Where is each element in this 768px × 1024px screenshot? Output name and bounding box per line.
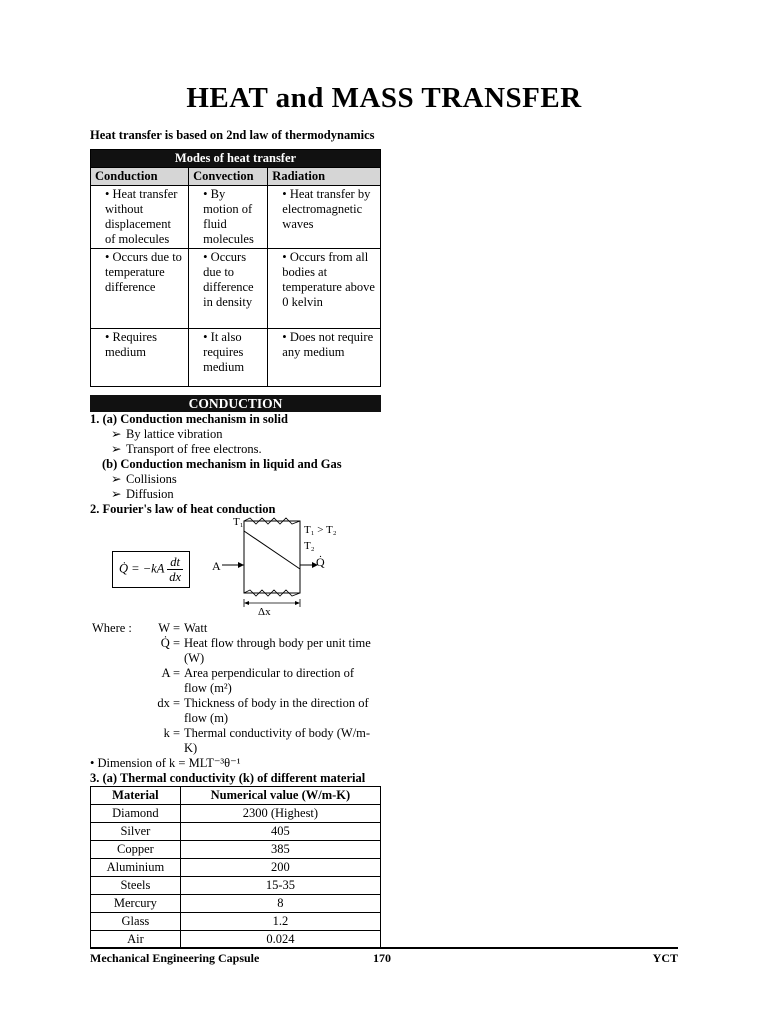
where-list: Where : W = Watt Q̇ = Heat flow through body per unit time (W) A = Area perpendicular to direction of flow (m²) dx = Thickness of body in the direction of flow (m) k = Thermal conductivity of body (W/m-K) <box>92 621 371 755</box>
section-1a: 1. (a) Conduction mechanism in solid <box>90 412 288 426</box>
modes-table <box>90 149 381 387</box>
table-row: Glass 1.2 <box>91 913 381 931</box>
table-row: Diamond 2300 (Highest) <box>91 805 381 823</box>
modes-cell: • Occurs due to temperature difference <box>91 249 189 329</box>
conduction-bar: CONDUCTION <box>90 395 381 412</box>
fluid-mechanism-list <box>90 472 381 502</box>
modes-col-radiation: Radiation <box>268 168 381 186</box>
section-1b: (b) Conduction mechanism in liquid and Gas <box>102 457 342 471</box>
dimension-text: • Dimension of k = MLT⁻³θ⁻¹ <box>90 756 241 770</box>
footer-right: YCT <box>652 951 678 965</box>
table-row: Air 0.024 <box>91 931 381 949</box>
list-item: ➢ Collisions <box>126 472 381 487</box>
modes-cell: • Requires medium <box>91 329 189 387</box>
table-row: Aluminium 200 <box>91 859 381 877</box>
fourier-diagram <box>90 517 381 617</box>
intro-text: Heat transfer is based on 2nd law of thermodynamics <box>90 128 375 142</box>
section-2: 2. Fourier's law of heat conduction <box>90 502 276 516</box>
conductivity-table <box>90 786 381 949</box>
col-material: Material <box>91 787 181 805</box>
list-item: ➢ Diffusion <box>126 487 381 502</box>
table-row: Mercury 8 <box>91 895 381 913</box>
t2-label: T₂ <box>304 540 315 552</box>
modes-cell: • Does not require any medium <box>268 329 381 387</box>
list-item: ➢ Transport of free electrons. <box>126 442 381 457</box>
temp-condition: T₁ > T₂ <box>304 524 337 536</box>
modes-header: Modes of heat transfer <box>91 150 381 168</box>
page-number: 170 <box>373 951 391 965</box>
page-footer <box>90 947 678 965</box>
table-row: Steels 15-35 <box>91 877 381 895</box>
modes-cell: • Heat transfer by electromagnetic waves <box>268 186 381 249</box>
list-item: ➢ By lattice vibration <box>126 427 381 442</box>
modes-cell: • By motion of fluid molecules <box>189 186 268 249</box>
t1-label: T₁ <box>233 516 244 528</box>
modes-cell: • Heat transfer without displacement of molecules <box>91 186 189 249</box>
col-value: Numerical value (W/m-K) <box>180 787 380 805</box>
fourier-formula: Q̇ = −kA $\frac{dt}{dx}$ <box>112 551 190 588</box>
modes-cell: • Occurs due to difference in density <box>189 249 268 329</box>
page-title: HEAT and MASS TRANSFER <box>186 82 582 114</box>
a-label: A <box>212 559 221 573</box>
modes-col-convection: Convection <box>189 168 268 186</box>
dx-label: Δx <box>258 606 271 618</box>
modes-col-conduction: Conduction <box>91 168 189 186</box>
q-label: Q̇ <box>316 555 325 569</box>
solid-mechanism-list <box>90 427 381 457</box>
where-label: Where : <box>92 621 132 635</box>
section-3: 3. (a) Thermal conductivity (k) of different material <box>90 771 366 785</box>
modes-cell: • It also requires medium <box>189 329 268 387</box>
modes-cell: • Occurs from all bodies at temperature above 0 kelvin <box>268 249 381 329</box>
footer-left: Mechanical Engineering Capsule <box>90 951 260 965</box>
table-row: Copper 385 <box>91 841 381 859</box>
table-row: Silver 405 <box>91 823 381 841</box>
left-column <box>90 128 381 949</box>
